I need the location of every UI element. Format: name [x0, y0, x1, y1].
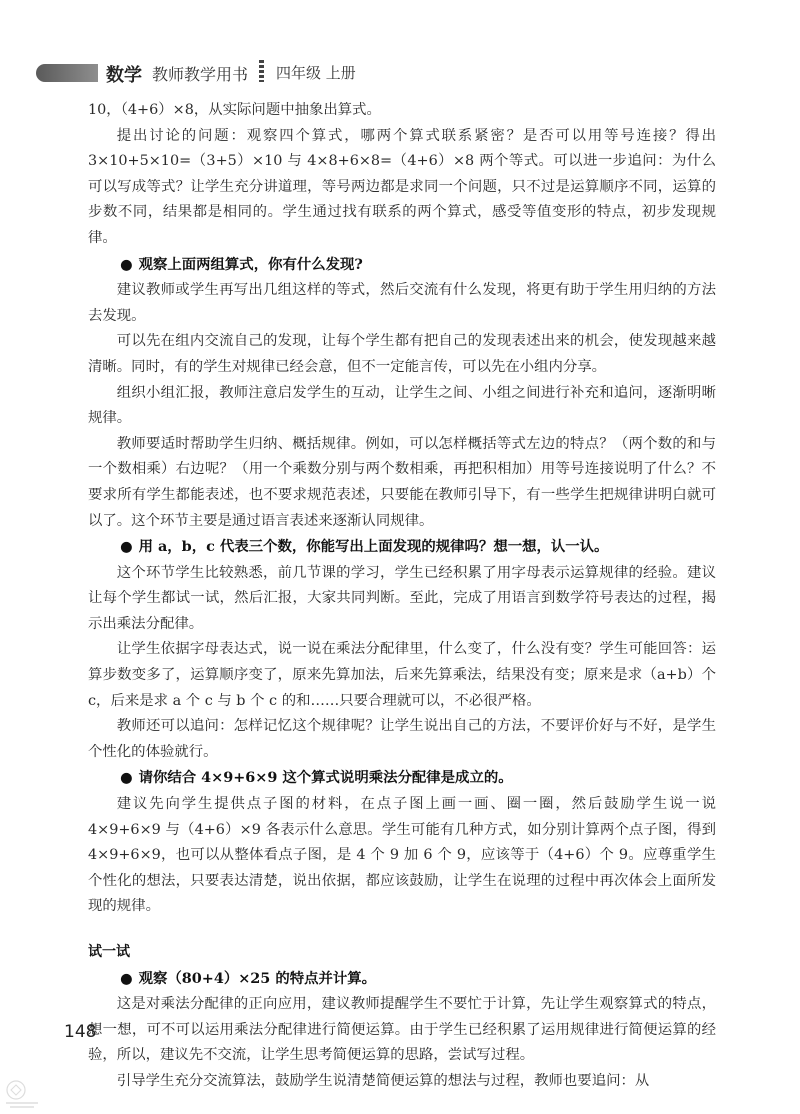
paragraph: 这个环节学生比较熟悉，前几节课的学习，学生已经积累了用字母表示运算规律的经验。建议让每个学生都试一试，然后汇报，大家共同判断。至此，完成了用语言到数学符号表达的过程，揭示出乘法分配律。	[88, 564, 716, 632]
header-book-title: 教师教学用书	[152, 65, 249, 84]
page-header	[0, 56, 800, 90]
bullet-icon: ●	[120, 770, 133, 787]
paragraph: 提出讨论的问题：观察四个算式，哪两个算式联系紧密？是否可以用等号连接？得出3×10+5×10=（3+5）×10 与 4×8+6×8=（4+6）×8 两个等式。可以进一步追问：为什么可以写成等式？让学生充分讲道理，等号两边都是求同一个问题，只不过是运算顺序不同，运算的步数不同，结果都是相同的。学生通过找有联系的两个算式，感受等值变形的特点，初步发现规律。	[88, 127, 716, 246]
page-content	[88, 98, 716, 1095]
paragraph: 这是对乘法分配律的正向应用，建议教师提醒学生不要忙于计算，先让学生观察算式的特点，想一想，可不可以运用乘法分配律进行简便运算。由于学生已经积累了运用规律进行简便运算的经验，所以，建议先不交流，让学生思考简便运算的思路，尝试写过程。	[88, 996, 716, 1064]
paragraph: 组织小组汇报，教师注意启发学生的互动，让学生之间、小组之间进行补充和追问，逐渐明晰规律。	[88, 384, 716, 427]
paragraph: 可以先在组内交流自己的发现，让每个学生都有把自己的发现表述出来的机会，使发现越来越清晰。同时，有的学生对规律已经会意，但不一定能言传，可以先在小组内分享。	[88, 333, 716, 375]
header-decoration-bar	[36, 64, 98, 82]
watermark-logo-icon	[2, 1076, 42, 1110]
header-separator	[259, 60, 264, 82]
bullet-icon: ●	[120, 539, 133, 556]
header-subject: 数学	[106, 65, 142, 86]
paragraph: 建议教师或学生再写出几组这样的等式，然后交流有什么发现，将更有助于学生用归纳的方法去发现。	[88, 282, 716, 324]
page-number: 148	[64, 1022, 97, 1042]
header-grade: 四年级 上册	[276, 64, 356, 82]
paragraph: 10，（4+6）×8，从实际问题中抽象出算式。	[88, 102, 381, 118]
paragraph: 建议先向学生提供点子图的材料，在点子图上画一画、圈一圈，然后鼓励学生说一说4×9+6×9 与（4+6）×9 各表示什么意思。学生可能有几种方式，如分别计算两个点子图，得到 4×9+6×9，也可以从整体看点子图，是 4 个 9 加 6 个 9，应该等于（4+6）个 9。应尊重学生个性化的想法，只要表达清楚，说出依据，都应该鼓励，让学生在说理的过程中再次体会上面所发现的规律。	[88, 796, 716, 915]
paragraph: 教师要适时帮助学生归纳、概括规律。例如，可以怎样概括等式左边的特点？（两个数的和与一个数相乘）右边呢？（用一个乘数分别与两个数相乘，再把积相加）用等号连接说明了什么？不要求所有学生都能表述，也不要求规范表述，只要能在教师引导下，有一些学生把规律讲明白就可以了。这个环节主要是通过语言表述来逐渐认同规律。	[88, 435, 716, 529]
bullet-heading: ● 请你结合 4×9+6×9 这个算式说明乘法分配律是成立的。	[120, 769, 513, 787]
section-title: 试一试	[88, 944, 130, 960]
bullet-icon: ●	[120, 970, 133, 987]
bullet-heading: ● 观察上面两组算式，你有什么发现?	[120, 255, 363, 273]
bullet-icon: ●	[120, 256, 133, 273]
bullet-heading: ● 用 a，b，c 代表三个数，你能写出上面发现的规律吗？想一想，认一认。	[120, 538, 609, 556]
paragraph: 引导学生充分交流算法，鼓励学生说清楚简便运算的想法与过程，教师也要追问：从	[116, 1072, 650, 1089]
paragraph: 教师还可以追问：怎样记忆这个规律呢？让学生说出自己的方法，不要评价好与不好，是学生个性化的体验就行。	[88, 718, 716, 760]
bullet-heading: ● 观察（80+4）×25 的特点并计算。	[120, 969, 377, 987]
paragraph: 让学生依据字母表达式，说一说在乘法分配律里，什么变了，什么没有变？学生可能回答：运算步数变多了，运算顺序变了，原来先算加法，后来先算乘法，结果没有变；原来是求（a+b）个 c，后来是求 a 个 c 与 b 个 c 的和……只要合理就可以，不必很严格。	[88, 641, 716, 709]
